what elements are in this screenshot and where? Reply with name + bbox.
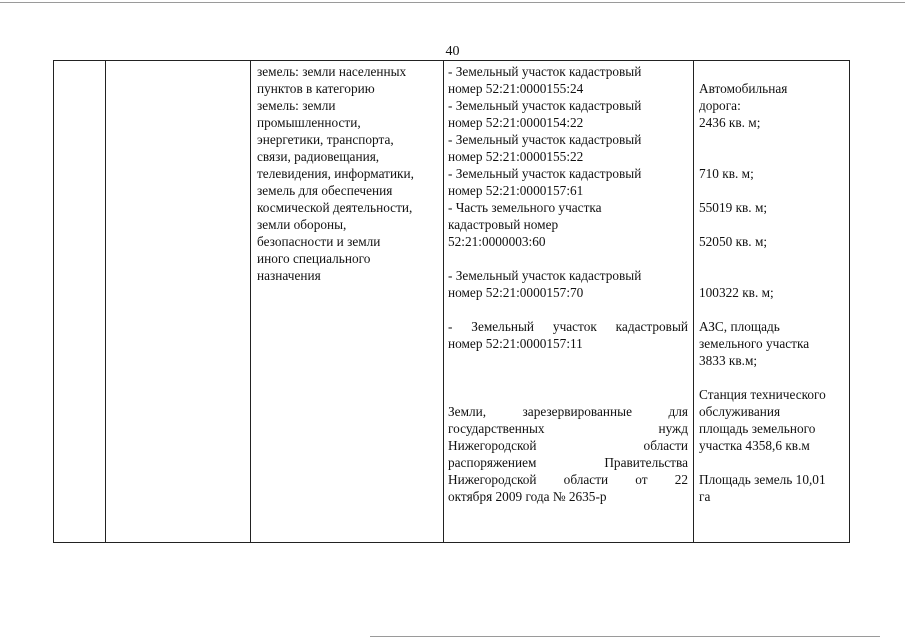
column-divider (250, 61, 251, 542)
plot-line: - Земельный участок кадастровый (448, 64, 642, 79)
purpose-area-cell (699, 63, 847, 505)
reserved-lands-line: Земли, зарезервированные для (448, 404, 688, 419)
area-value: 52050 кв. м; (699, 234, 768, 249)
plot-line: - Земельный участок кадастровый (448, 268, 642, 283)
page-number: 40 (445, 44, 460, 59)
plot-line: номер 52:21:0000154:22 (448, 115, 584, 130)
land-category-line: земель для обеспечения (257, 183, 393, 198)
plot-line: номер 52:21:0000157:61 (448, 183, 584, 198)
gas-station-line: земельного участка (699, 336, 810, 351)
road-label-line: Автомобильная (699, 81, 788, 96)
reserved-lands-line: государственных нужд (448, 421, 688, 436)
land-category-line: назначения (257, 268, 321, 283)
plot-line: кадастровый номер (448, 217, 559, 232)
reserved-lands-line: октября 2009 года № 2635-р (448, 489, 607, 504)
plot-line: номер 52:21:0000155:24 (448, 81, 584, 96)
land-category-line: земель: земли населенных (257, 64, 407, 79)
land-category-line: пунктов в категорию (257, 81, 375, 96)
land-category-line: иного специального (257, 251, 371, 266)
area-value: 710 кв. м; (699, 166, 754, 181)
scan-edge-bottom (370, 636, 880, 637)
plots-cell (448, 63, 688, 505)
service-station-line: Станция технического (699, 387, 826, 402)
area-value: 2436 кв. м; (699, 115, 761, 130)
plot-line: - Земельный участок кадастровый (448, 166, 642, 181)
road-label-line: дорога: (699, 98, 741, 113)
land-category-line: телевидения, информатики, (257, 166, 414, 181)
reserved-lands-line: Нижегородской области (448, 438, 688, 453)
gas-station-line: 3833 кв.м; (699, 353, 758, 368)
service-station-line: площадь земельного (699, 421, 816, 436)
plot-line: - Земельный участок кадастровый (448, 132, 642, 147)
column-divider (105, 61, 106, 542)
land-category-line: земель: земли (257, 98, 336, 113)
land-category-line: безопасности и земли (257, 234, 381, 249)
column-divider (693, 61, 694, 542)
land-category-line: промышленности, (257, 115, 361, 130)
land-category-line: связи, радиовещания, (257, 149, 380, 164)
service-station-line: обслуживания (699, 404, 781, 419)
plot-line: - Часть земельного участка (448, 200, 602, 215)
plot-line: номер 52:21:0000157:11 (448, 336, 583, 351)
reserved-lands-line: Нижегородской области от 22 (448, 472, 688, 487)
scan-edge-top (0, 2, 905, 3)
plot-line: - Земельный участок кадастровый (448, 319, 688, 334)
area-value: 100322 кв. м; (699, 285, 774, 300)
plot-line: номер 52:21:0000155:22 (448, 149, 584, 164)
land-table (53, 60, 850, 543)
land-category-line: космической деятельности, (257, 200, 413, 215)
plot-line: - Земельный участок кадастровый (448, 98, 642, 113)
column-divider (443, 61, 444, 542)
reserved-area-line: Площадь земель 10,01 (699, 472, 826, 487)
reserved-area-line: га (699, 489, 711, 504)
plot-line: номер 52:21:0000157:70 (448, 285, 584, 300)
area-value: 55019 кв. м; (699, 200, 768, 215)
service-station-line: участка 4358,6 кв.м (699, 438, 810, 453)
plot-line: 52:21:0000003:60 (448, 234, 546, 249)
land-category-line: энергетики, транспорта, (257, 132, 394, 147)
gas-station-line: АЗС, площадь (699, 319, 780, 334)
land-category-line: земли обороны, (257, 217, 347, 232)
reserved-lands-line: распоряжением Правительства (448, 455, 688, 470)
land-category-cell (257, 63, 441, 284)
